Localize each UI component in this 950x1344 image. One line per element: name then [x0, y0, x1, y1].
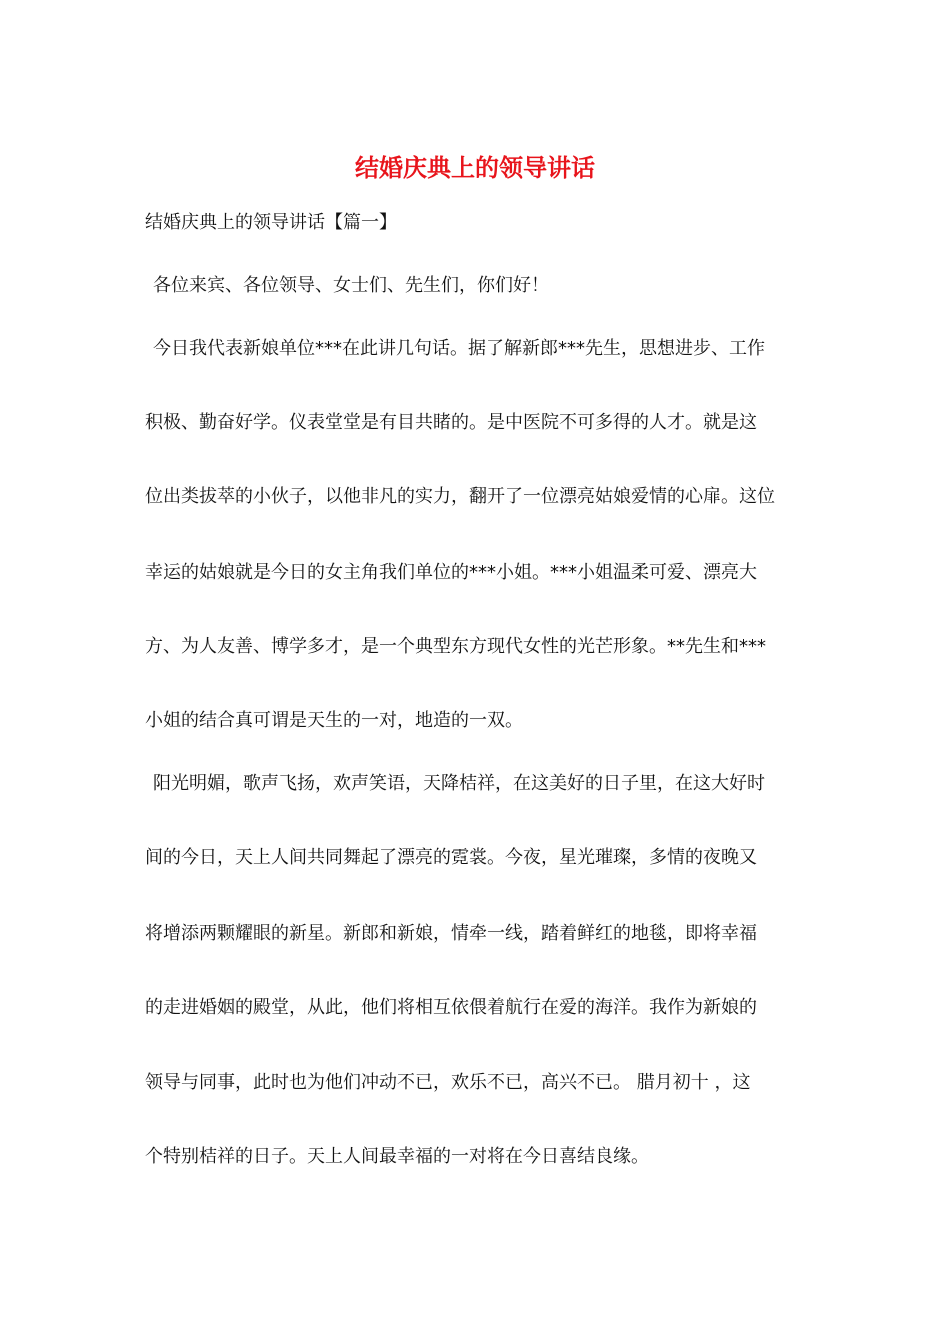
paragraph-line: 位出类拔萃的小伙子，以他非凡的实力，翻开了一位漂亮姑娘爱情的心扉。这位: [145, 486, 775, 507]
paragraph-line: 领导与同事，此时也为他们冲动不已，欢乐不已，高兴不已。 腊月初十 ，这: [145, 1072, 751, 1093]
paragraph-line: 将增添两颗耀眼的新星。新郎和新娘，情牵一线，踏着鲜红的地毯，即将幸福: [145, 923, 757, 944]
paragraph-line: 积极、勤奋好学。仪表堂堂是有目共睹的。是中医院不可多得的人才。就是这: [145, 412, 757, 433]
paragraph-line: 阳光明媚，歌声飞扬，欢声笑语，天降桔祥，在这美好的日子里，在这大好时: [153, 773, 765, 794]
paragraph-line: 方、为人友善、博学多才，是一个典型东方现代女性的光芒形象。**先生和***: [145, 636, 766, 657]
section-heading: 结婚庆典上的领导讲话【篇一】: [145, 212, 397, 233]
paragraph-line: 今日我代表新娘单位***在此讲几句话。据了解新郎***先生，思想进步、工作: [153, 338, 765, 359]
paragraph-line: 间的今日，天上人间共同舞起了漂亮的霓裳。今夜，星光璀璨，多情的夜晚又: [145, 847, 757, 868]
paragraph-line: 个特别桔祥的日子。天上人间最幸福的一对将在今日喜结良缘。: [145, 1146, 649, 1167]
paragraph-line: 的走进婚姻的殿堂，从此，他们将相互依偎着航行在爱的海洋。我作为新娘的: [145, 997, 757, 1018]
document-title: 结婚庆典上的领导讲话: [355, 153, 595, 182]
greeting-line: 各位来宾、各位领导、女士们、先生们，你们好！: [153, 275, 549, 296]
paragraph-line: 幸运的姑娘就是今日的女主角我们单位的***小姐。***小姐温柔可爱、漂亮大: [145, 562, 757, 583]
paragraph-line: 小姐的结合真可谓是天生的一对，地造的一双。: [145, 710, 523, 731]
